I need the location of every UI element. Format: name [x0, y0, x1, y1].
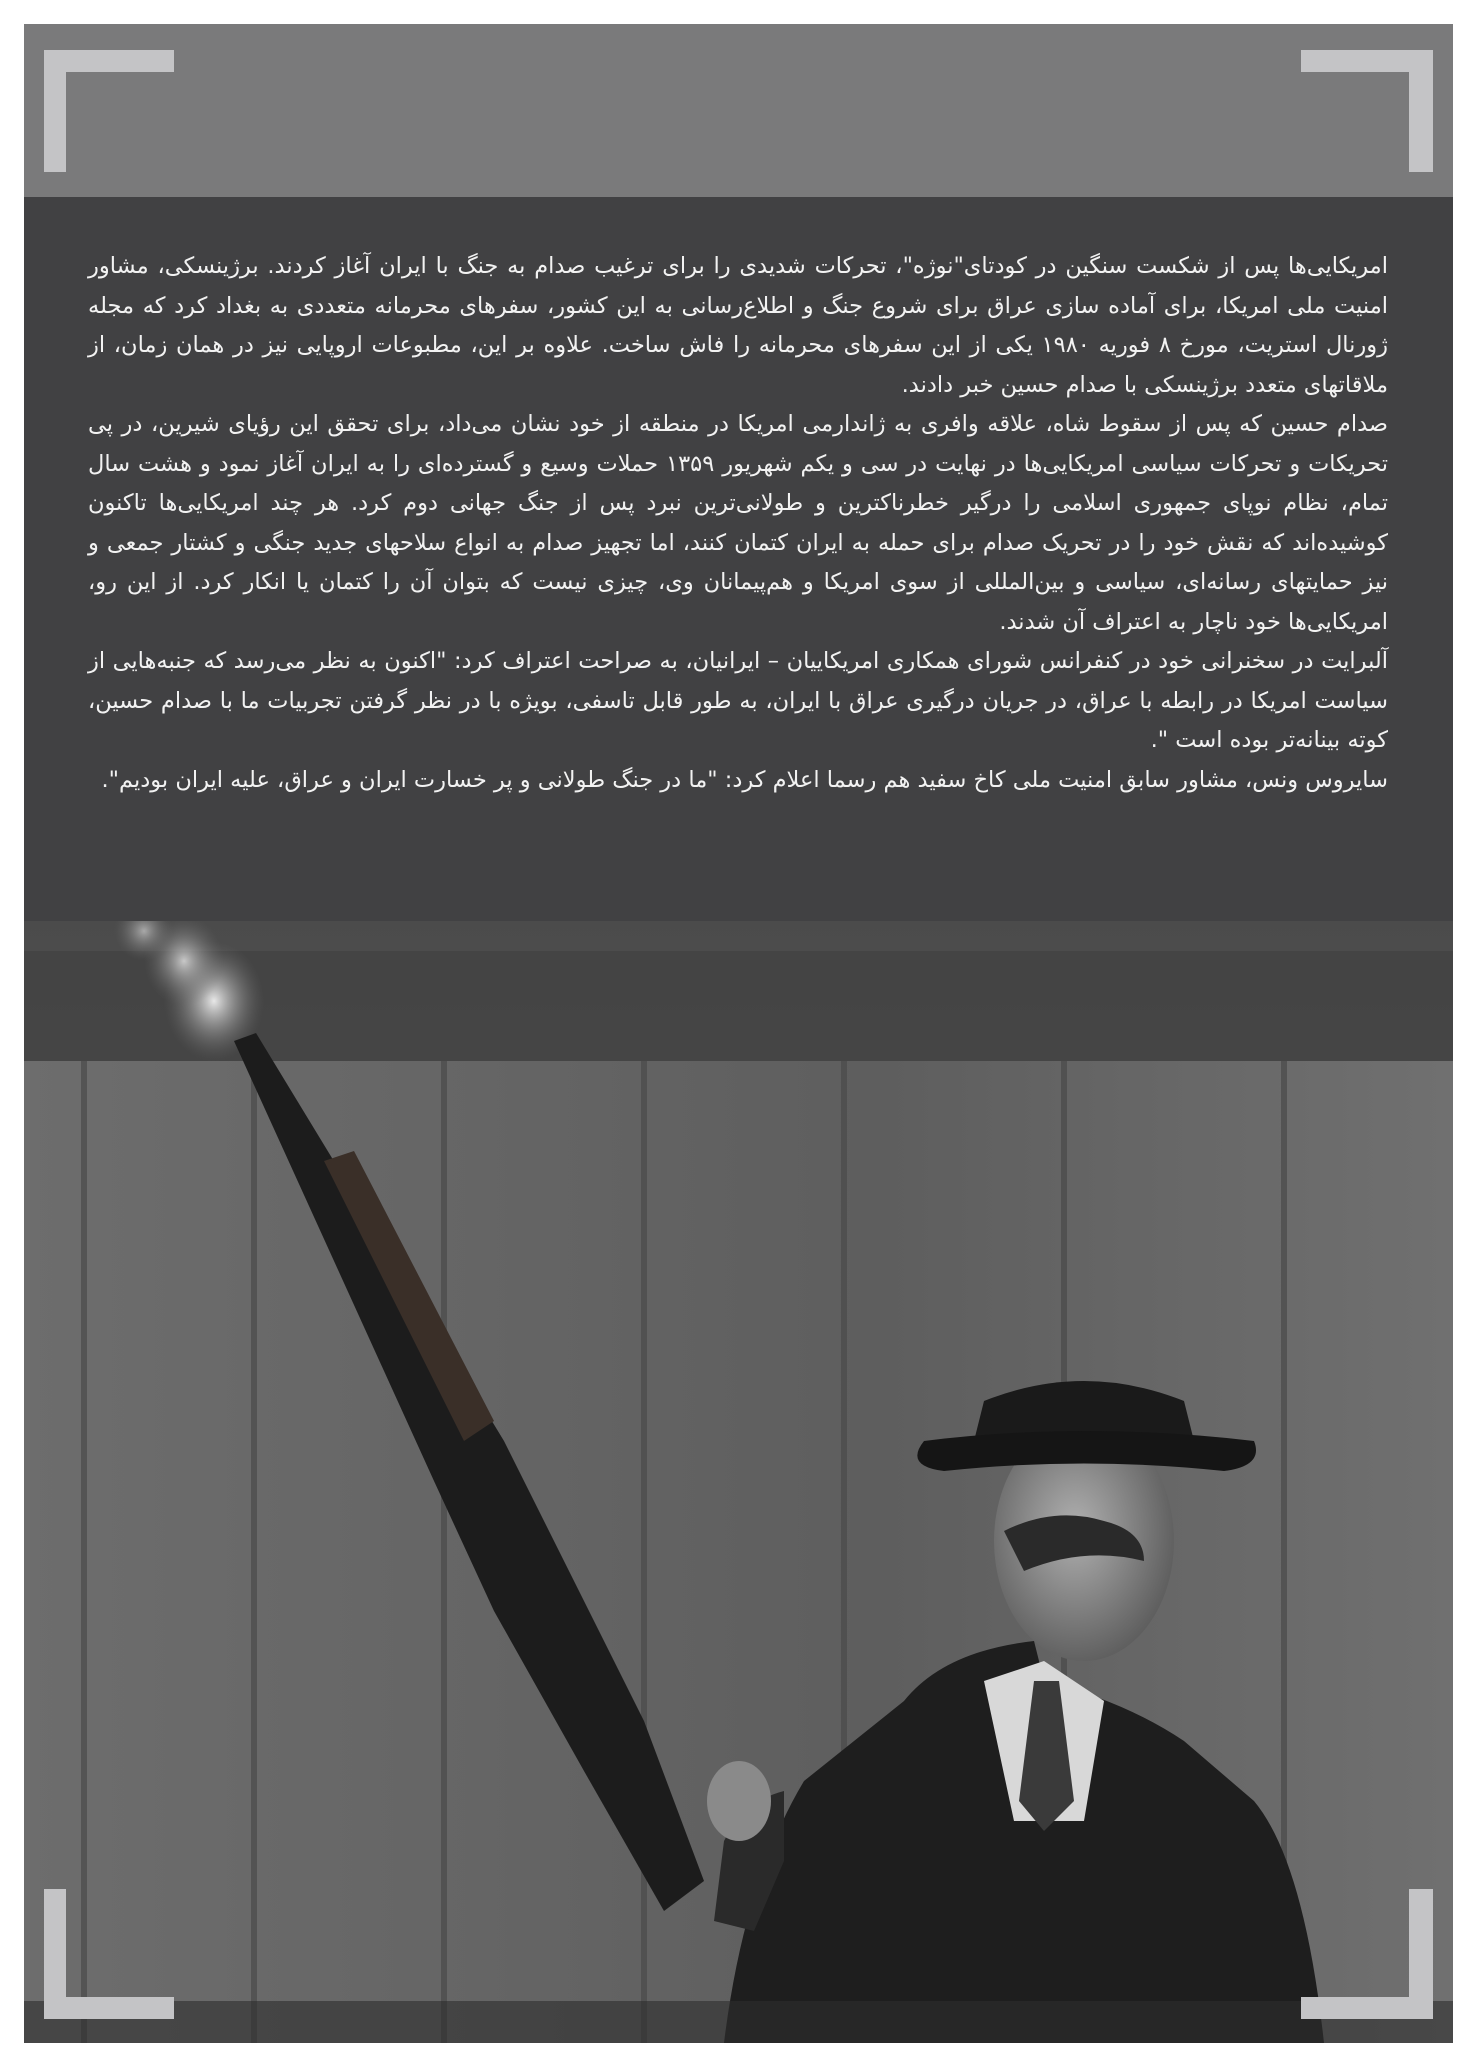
article-paragraph: سایروس ونس، مشاور سابق امنیت ملی کاخ سفید هم رسما اعلام کرد: "ما در جنگ طولانی و پر خسارت ایران و عراق، علیه ایران بودیم". — [101, 766, 1388, 793]
article-paragraph: آلبرایت در سخنرانی خود در کنفرانس شورای همکاری امریکاییان – ایرانیان، به صراحت اعتراف کرد: "اکنون به نظر می‌رسد که جنبه‌هایی از سیاست امریکا در رابطه با عراق، در جریان درگیری عراق با ایران، به طور قابل تاسفی، بویژه با در نظر گرفتن تجربیات ما با صدام حسین، کوته بینانه‌تر بوده است ". — [88, 648, 1388, 753]
article-paragraph: صدام حسین که پس از سقوط شاه، علاقه وافری به ژاندارمی امریکا در منطقه از خود نشان می‌داد، برای تحقق این رؤیای شیرین، در پی تحریکات و تحرکات سیاسی امریکایی‌ها در نهایت در سی و یکم شهریور ۱۳۵۹ حملات وسیع و گسترده‌ای را به ایران آغاز نمود و هشت سال تمام، نظام نوپای جمهوری اسلامی را درگیر خطرناکترین و طولانی‌ترین نبرد پس از جنگ جهانی دوم کرد. هر چند امریکایی‌ها تاکنون کوشیده‌اند که نقش خود را در تحریک صدام برای حمله به ایران کتمان کنند، اما تجهیز صدام به انواع سلاحهای جدید جنگی و کشتار جمعی و نیز حمایتهای رسانه‌ای، سیاسی و بین‌المللی از سوی امریکا و هم‌پیمانان وی، چیزی نیست که بتوان آن را کتمان یا انکار کرد. از این رو، امریکایی‌ها خود ناچار به اعتراف آن شدند. — [88, 411, 1388, 635]
corner-bracket-bottom-right — [1301, 1889, 1433, 2019]
article-paragraph: امریکایی‌ها پس از شکست سنگین در کودتای"نوژه"، تحرکات شدیدی را برای ترغیب صدام به جنگ با ایران آغاز کردند. برژینسکی، مشاور امنیت ملی امریکا، برای آماده سازی عراق برای شروع جنگ و اطلاع‌رسانی به این کشور، سفرهای محرمانه متعددی به بغداد کرد که مجله ژورنال استریت، مورخ ۸ فوریه ۱۹۸۰ یکی از این سفرهای محرمانه را فاش ساخت. علاوه بر این، مطبوعات اروپایی نیز در همان زمان، از ملاقاتهای متعدد برژینسکی با صدام حسین خبر دادند. — [88, 253, 1389, 398]
text-panel — [24, 197, 1453, 921]
photo-man-firing-rifle — [24, 921, 1453, 2043]
page-frame — [24, 24, 1453, 2043]
corner-bracket-top-left — [44, 50, 174, 172]
article-body — [88, 247, 1388, 800]
header-band — [24, 24, 1453, 197]
corner-bracket-bottom-left — [44, 1889, 174, 2019]
corner-bracket-top-right — [1301, 50, 1433, 172]
